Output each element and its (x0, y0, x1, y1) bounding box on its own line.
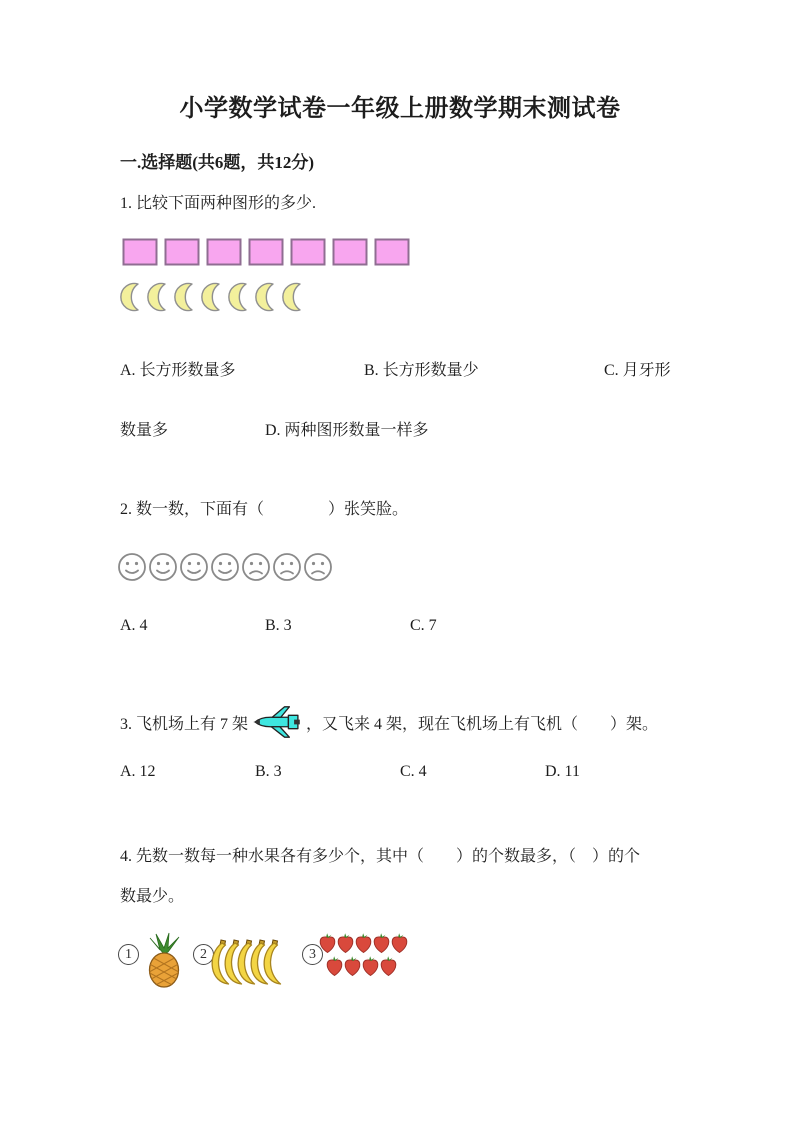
smiling-faces-group (117, 552, 240, 582)
q1-option-c: C. 月牙形 (604, 362, 671, 379)
circled-number-1: 1 (118, 944, 139, 965)
q2-option-a: A. 4 (120, 617, 148, 634)
rectangle-fill (334, 240, 367, 265)
crescent-moon-icon (170, 281, 196, 313)
rectangle-fill (292, 240, 325, 265)
q1-option-b: B. 长方形数量少 (364, 362, 479, 379)
strawberry-row-2 (325, 955, 397, 977)
question-3-text (120, 703, 658, 741)
crescent-moon-icon (251, 281, 277, 313)
rectangle-shape (122, 238, 158, 266)
crescent-moon-path (256, 284, 273, 311)
rectangle-fill (166, 240, 199, 265)
strawberry-icon (372, 932, 391, 954)
smiley-face-icon (148, 552, 178, 582)
strawberry-icon (318, 932, 337, 954)
rectangle-shape (290, 238, 326, 266)
q3-text-after: ，又飞来 4 架，现在飞机场上有飞机（ ）架。 (306, 715, 659, 733)
rectangle-shape (248, 238, 284, 266)
banana-icon (261, 938, 283, 986)
question-2-text: 2. 数一数，下面有（ ）张笑脸。 (120, 501, 409, 518)
strawberry-icon (354, 932, 373, 954)
strawberry-icon (343, 955, 362, 977)
frowny-face-icon (303, 552, 333, 582)
rectangle-shape (374, 238, 410, 266)
q3-option-a: A. 12 (120, 763, 156, 780)
question-4-text-line2: 数最少。 (120, 888, 185, 905)
q3-option-b: B. 3 (255, 763, 282, 780)
q1-option-d: D. 两种图形数量一样多 (265, 422, 429, 439)
rectangle-fill (208, 240, 241, 265)
smiley-face-icon (210, 552, 240, 582)
crescent-moon-path (175, 284, 192, 311)
q1-option-c-continued: 数量多 (120, 422, 169, 439)
crescent-moon-path (148, 284, 165, 311)
crescent-moon-path (202, 284, 219, 311)
banana-group (209, 938, 274, 986)
pineapple-icon (140, 932, 188, 988)
rectangle-fill (124, 240, 157, 265)
circled-number-2: 2 (193, 944, 214, 965)
page-title: 小学数学试卷一年级上册数学期末测试卷 (179, 96, 621, 122)
question-4-text-line1: 4. 先数一数每一种水果各有多少个，其中（ ）的个数最多，（ ）的个 (120, 848, 641, 865)
frowny-face-icon (272, 552, 302, 582)
q3-option-d: D. 11 (545, 763, 580, 780)
crescent-moon-icon (278, 281, 304, 313)
strawberry-icon (336, 932, 355, 954)
frowning-faces-group (241, 552, 333, 582)
q1-option-a: A. 长方形数量多 (120, 362, 236, 379)
crescent-moon-path (121, 284, 138, 311)
question-1-text: 1. 比较下面两种图形的多少. (120, 195, 317, 212)
moon-shapes-row (116, 281, 304, 313)
circled-number-3: 3 (302, 944, 323, 965)
strawberry-row-1 (318, 932, 408, 954)
crescent-moon-icon (197, 281, 223, 313)
smiley-face-icon (179, 552, 209, 582)
rectangle-shape (164, 238, 200, 266)
rectangle-shape (332, 238, 368, 266)
rectangle-shapes-row (122, 238, 410, 266)
crescent-moon-icon (143, 281, 169, 313)
q3-option-c: C. 4 (400, 763, 427, 780)
crescent-moon-icon (224, 281, 250, 313)
pineapple-group (140, 932, 188, 993)
rectangle-fill (250, 240, 283, 265)
strawberry-icon (325, 955, 344, 977)
q2-option-b: B. 3 (265, 617, 292, 634)
strawberry-icon (361, 955, 380, 977)
rectangle-fill (376, 240, 409, 265)
q2-option-c: C. 7 (410, 617, 437, 634)
rectangle-shape (206, 238, 242, 266)
crescent-moon-path (229, 284, 246, 311)
smiley-face-icon (117, 552, 147, 582)
q3-text-before: 3. 飞机场上有 7 架 (120, 715, 249, 733)
section-heading: 一.选择题(共6题，共12分) (120, 153, 315, 172)
airplane-icon (253, 703, 301, 741)
frowny-face-icon (241, 552, 271, 582)
faces-row (117, 552, 333, 582)
strawberry-icon (390, 932, 409, 954)
crescent-moon-path (283, 284, 300, 311)
crescent-moon-icon (116, 281, 142, 313)
strawberry-icon (379, 955, 398, 977)
